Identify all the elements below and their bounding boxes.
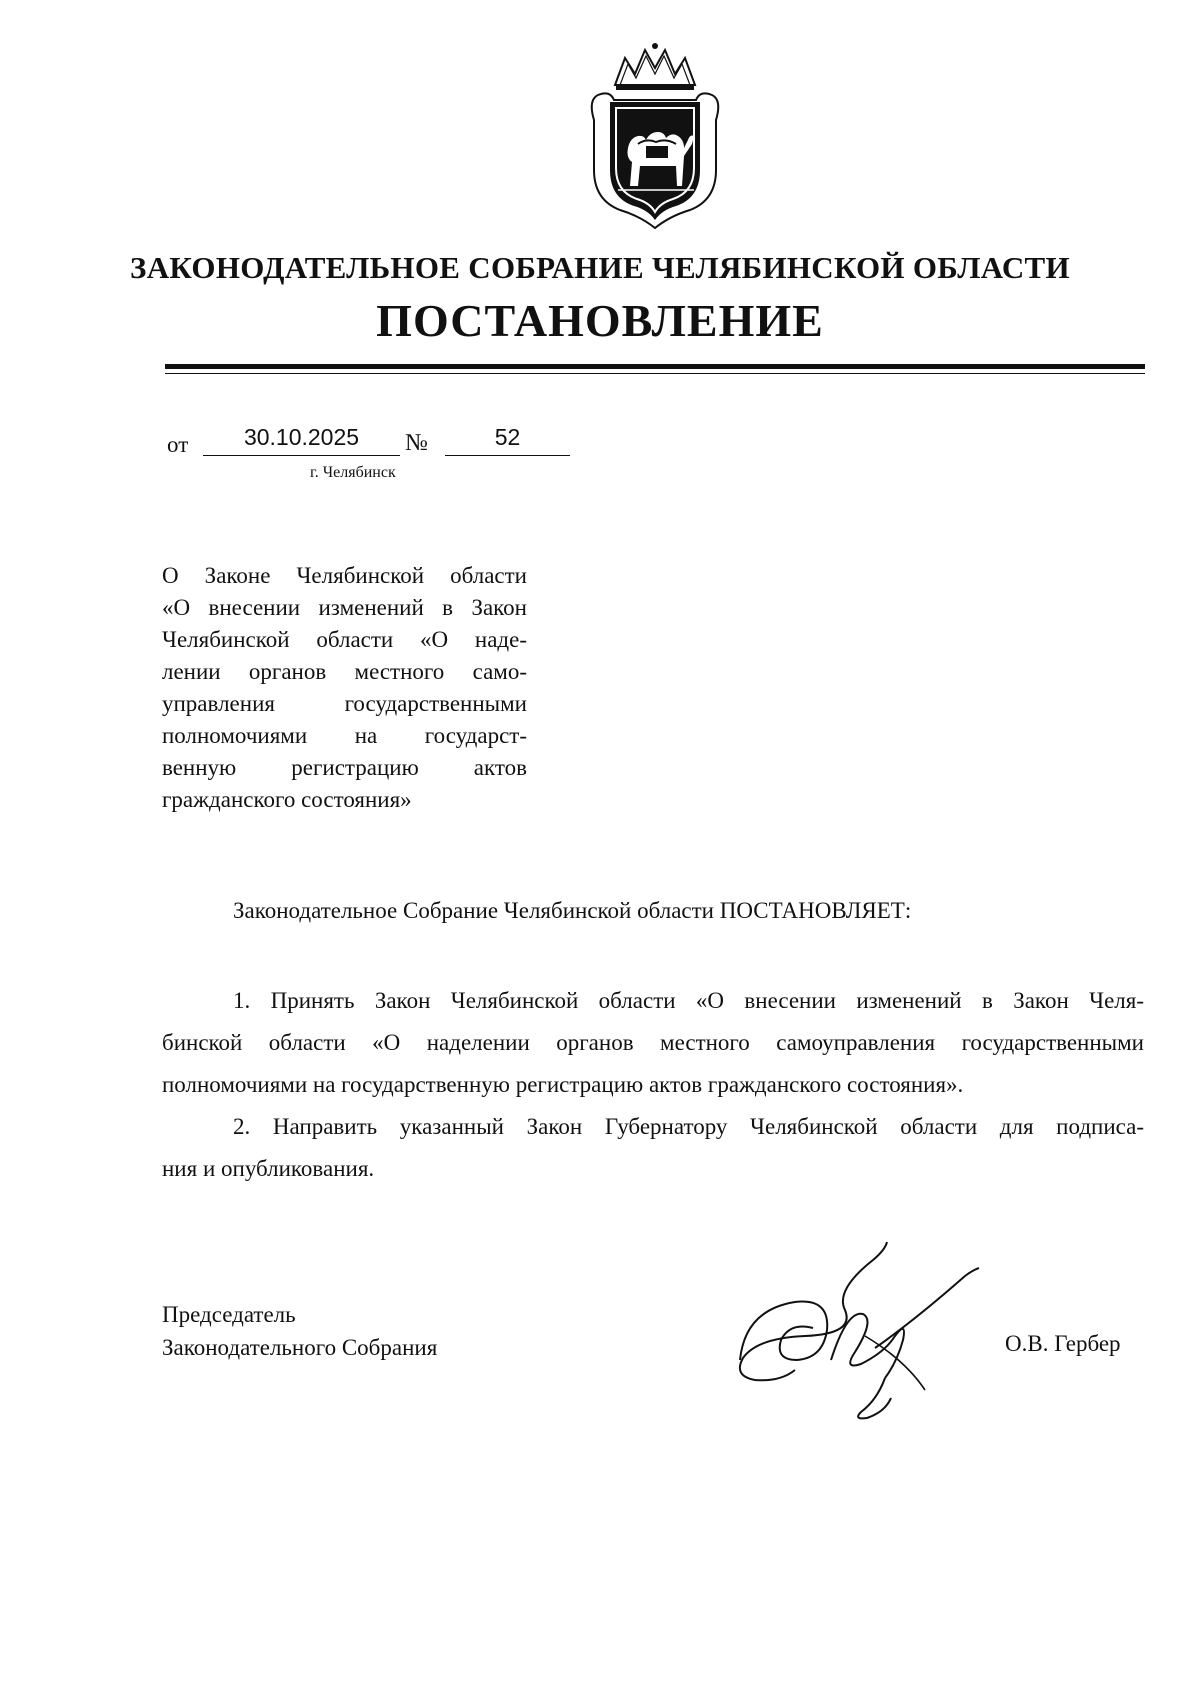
document-number: 52 xyxy=(494,424,521,450)
subject-line: венную регистрацию актов xyxy=(162,755,527,780)
subject-line: «О внесении изменений в Закон xyxy=(162,595,527,620)
header-divider-thin xyxy=(165,373,1145,374)
item-line: полномочиями на государственную регистрацию актов гражданского состояния». xyxy=(162,1072,964,1097)
subject-line: управления государственными xyxy=(162,691,527,716)
subject-line: Челябинской области «О наде- xyxy=(162,627,527,652)
number-underline xyxy=(445,455,570,456)
resolution-item-2 xyxy=(162,1106,1144,1190)
item-line: ния и опубликования. xyxy=(162,1156,375,1181)
item-line: 1. Принять Закон Челябинской области «О внесении изменений в Закон Челя- xyxy=(233,988,1144,1013)
document-type-title: ПОСТАНОВЛЕНИЕ xyxy=(376,295,824,346)
subject-line: полномочиями на государст- xyxy=(162,723,527,748)
handwritten-signature xyxy=(735,1240,995,1425)
subject-line: гражданского состояния» xyxy=(162,787,412,812)
coat-of-arms-icon xyxy=(580,40,730,230)
signer-position xyxy=(162,1298,437,1364)
city-label: г. Челябинск xyxy=(310,464,396,481)
signer-name: О.В. Гербер xyxy=(1005,1331,1121,1356)
number-prefix: № xyxy=(405,430,428,456)
header-divider-thick xyxy=(165,364,1145,369)
date-underline xyxy=(203,455,400,456)
item-line: 2. Направить указанный Закон Губернатору Челябинской области для подписа- xyxy=(233,1114,1144,1139)
date-prefix: от xyxy=(167,432,189,457)
item-line: бинской области «О наделении органов местного самоуправления государственными xyxy=(162,1030,1144,1055)
document-date: 30.10.2025 xyxy=(243,424,360,450)
signer-position-line: Председатель xyxy=(162,1302,296,1327)
resolution-item-1 xyxy=(162,980,1144,1106)
document-subject xyxy=(162,560,527,816)
organization-name: ЗАКОНОДАТЕЛЬНОЕ СОБРАНИЕ ЧЕЛЯБИНСКОЙ ОБЛАСТИ xyxy=(130,250,1070,285)
resolution-statement: Законодательное Собрание Челябинской области ПОСТАНОВЛЯЕТ: xyxy=(233,898,912,923)
subject-line: О Законе Челябинской области xyxy=(162,563,527,588)
subject-line: лении органов местного само- xyxy=(162,659,527,684)
signer-position-line: Законодательного Собрания xyxy=(162,1335,438,1360)
